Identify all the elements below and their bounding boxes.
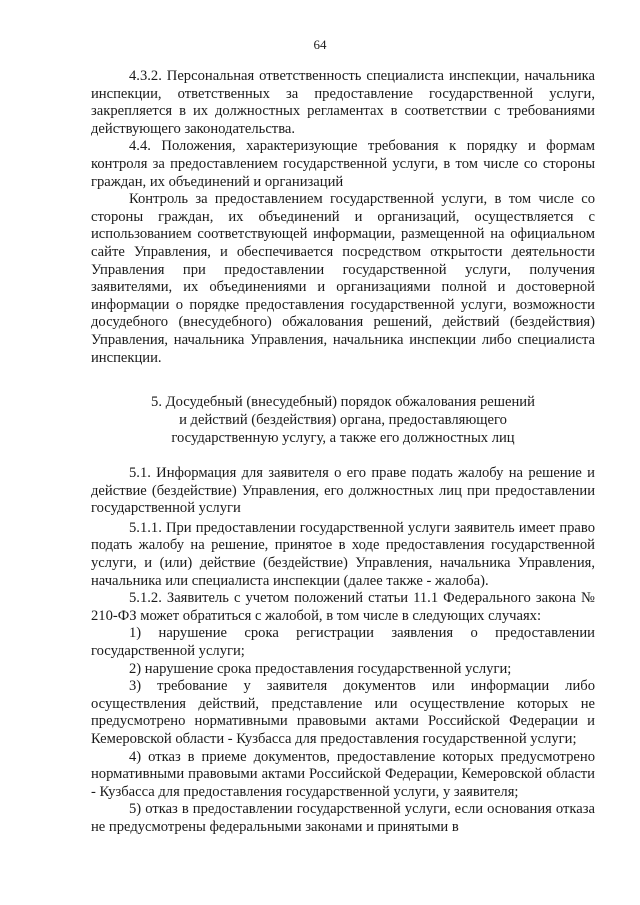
- section-heading-line: и действий (бездействия) органа, предоставляющего: [179, 412, 507, 429]
- page-number: 64: [313, 37, 327, 52]
- paragraph-4-4-title: 4.4. Положения, характеризующие требования к порядку и формам контроля за предоставлением государственной услуги, в том числе со стороны граждан, их объединений и организаций: [91, 138, 595, 190]
- list-item-4: 4) отказ в приеме документов, предоставление которых предусмотрено нормативными правовыми актами Российской Федерации, Кемеровской области - Кузбасса для предоставления государственной услуги, у заявителя;: [91, 748, 595, 800]
- document-body: [91, 68, 595, 837]
- paragraph-5-1: 5.1. Информация для заявителя о его праве подать жалобу на решение и действие (бездействие) Управления, его должностных лиц при предоставлении государственной услуги: [91, 465, 595, 517]
- list-item-1: 1) нарушение срока регистрации заявления о предоставлении государственной услуги;: [91, 625, 595, 660]
- paragraph-5-1-2: 5.1.2. Заявитель с учетом положений статьи 11.1 Федерального закона № 210-ФЗ может обратиться с жалобой, в том числе в следующих случаях:: [91, 590, 595, 624]
- section-heading-line: 5. Досудебный (внесудебный) порядок обжалования решений: [151, 394, 535, 411]
- paragraph-4-3-2: 4.3.2. Персональная ответственность специалиста инспекции, начальника инспекции, ответственных за предоставление государственной услуги, закрепляется в их должностных регламентах в соответствии с требованиями действующего законодательства.: [91, 68, 595, 137]
- section-heading-line: государственную услугу, а также его должностных лиц: [171, 430, 515, 447]
- section-5-heading: [91, 393, 595, 447]
- list-item-2: 2) нарушение срока предоставления государственной услуги;: [129, 660, 512, 677]
- paragraph-5-1-1: 5.1.1. При предоставлении государственной услуги заявитель имеет право подать жалобу на решение, принятое в ходе предоставления государственной услуги, и (или) действие (бездействие) Управления, начальника Управления, начальника или специалиста инспекции (далее также - жалоба).: [91, 519, 595, 589]
- list-item-5: 5) отказ в предоставлении государственной услуги, если основания отказа не предусмотрены федеральными законами и принятыми в: [91, 801, 595, 835]
- list-item-3: 3) требование у заявителя документов или информации либо осуществления действий, представление или осуществление которых не предусмотрено нормативными правовыми актами Российской Федерации и Кемеровской области - Кузбасса для предоставления государственной услуги;: [91, 678, 595, 747]
- paragraph-4-4-body: Контроль за предоставлением государственной услуги, в том числе со стороны граждан, их объединений и организаций, осуществляется с использованием соответствующей информации, размещенной на официальном сайте Управления, и обеспечивается посредством открытости деятельности Управления при предоставлении государственной услуги, получения заявителями, их объединениями и организациями полной и достоверной информации о порядке предоставления государственной услуги, возможности досудебного (внесудебного) обжалования решений, действий (бездействия) Управления, начальника Управления, начальника инспекции либо специалиста инспекции.: [91, 191, 595, 366]
